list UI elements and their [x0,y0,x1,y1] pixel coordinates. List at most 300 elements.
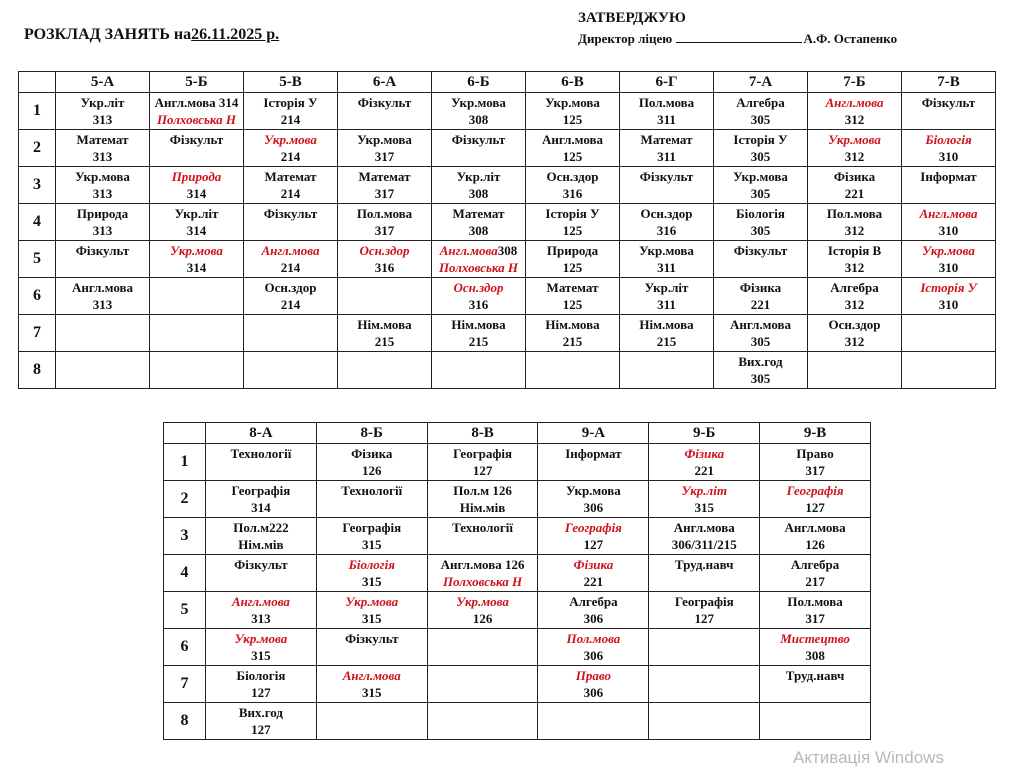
room-or-teacher: 215 [656,334,677,349]
room-or-teacher: 305 [750,112,771,127]
lesson-row [19,93,996,130]
approve-heading: ЗАТВЕРДЖУЮ [578,10,686,26]
lesson-cell [316,592,427,629]
lesson-cell [432,315,526,352]
lesson-row [164,592,871,629]
subject-name: Осн.здор [828,317,881,332]
lesson-cell [316,629,427,666]
cell-line [526,131,619,148]
cell-line [338,242,431,259]
cell-line [620,111,713,128]
subject-name: Фізика [833,169,876,184]
cell-line [714,205,807,222]
subject-name: Труд.навч [785,668,845,683]
lesson-row [19,167,996,204]
schedule-table-grades-8-9 [163,422,871,740]
subject-name: Географія [564,520,622,535]
cell-line [526,185,619,202]
subject-name: Фізкульт [639,169,694,184]
cell-line [206,499,316,516]
cell-line [206,445,316,462]
header-row [19,72,996,93]
lesson-number: 7 [19,315,56,352]
cell-line [902,259,995,276]
cell-line [808,279,901,296]
lesson-cell [56,241,150,278]
subject-name: Осн.здор [546,169,599,184]
room-or-teacher: 308 [805,648,825,663]
subject-name: Нім.мова [639,317,694,332]
lesson-cell [432,130,526,167]
lesson-cell [427,518,538,555]
lesson-cell [206,481,317,518]
room-or-teacher: 305 [750,334,771,349]
lesson-cell [526,315,620,352]
lesson-cell [902,241,996,278]
lesson-cell [206,703,317,740]
cell-line [432,242,525,259]
subject-name: Укр.мова [733,169,788,184]
subject-name: Укр.мова [264,132,317,147]
room-or-teacher: 314 [251,500,271,515]
subject-name: Вих.год [738,354,783,369]
room-or-teacher: 221 [694,463,714,478]
room-or-teacher: 221 [844,186,865,201]
lesson-cell [338,167,432,204]
lesson-cell [526,352,620,389]
cell-line [526,296,619,313]
room-or-teacher: 221 [750,297,771,312]
cell-line [760,573,870,590]
lesson-number: 5 [19,241,56,278]
cell-line [620,259,713,276]
cell-line [150,131,243,148]
cell-line [244,279,337,296]
cell-line [432,296,525,313]
lesson-cell [902,130,996,167]
subject-name: Географія [453,446,512,461]
subject-name: Історія В [827,243,882,258]
subject-name: Географія [786,483,844,498]
cell-line [538,684,648,701]
lesson-cell [244,130,338,167]
class-header: 6-Г [620,72,714,93]
subject-name: Пол.мова [566,631,621,646]
lesson-cell [526,130,620,167]
room-or-teacher: 215 [374,334,395,349]
director-line [578,31,897,47]
cell-line [808,94,901,111]
cell-line [649,499,759,516]
lesson-cell [538,703,649,740]
subject-name: Англ.мова [261,243,320,258]
room-or-teacher: 305 [750,149,771,164]
subject-name: Алгебра [569,594,618,609]
cell-line [808,333,901,350]
lesson-cell [56,352,150,389]
room-or-teacher: 312 [844,112,865,127]
cell-line [428,573,538,590]
lesson-number: 8 [19,352,56,389]
subject-name: Право [796,446,834,461]
room-or-teacher: 310 [938,149,959,164]
lesson-cell [427,555,538,592]
title-prefix: РОЗКЛАД ЗАНЯТЬ на [24,26,192,43]
lesson-cell [714,352,808,389]
room-or-teacher: 312 [844,260,865,275]
lesson-cell [808,167,902,204]
cell-line [620,333,713,350]
cell-line [620,131,713,148]
subject-name: Історія У [545,206,600,221]
lesson-cell [244,204,338,241]
room-or-teacher: 306/311/215 [671,537,737,552]
cell-line [428,482,538,499]
lesson-cell [808,352,902,389]
cell-line [808,205,901,222]
cell-line [649,482,759,499]
subject-name: Англ.мова [825,95,884,110]
cell-line [432,316,525,333]
room-or-teacher: 317 [374,149,395,164]
cell-line [620,148,713,165]
subject-name: Біологія [925,132,972,147]
room-number: 308 [497,243,518,258]
cell-line [432,333,525,350]
header-row [164,423,871,444]
room-or-teacher: 311 [657,112,676,127]
cell-line [649,462,759,479]
cell-line [150,222,243,239]
cell-line [808,185,901,202]
lesson-number: 1 [164,444,206,481]
cell-line [206,721,316,738]
subject-name: Нім.мова [357,317,412,332]
cell-line [244,148,337,165]
room-or-teacher: 314 [186,260,207,275]
subject-name: Природа [76,206,129,221]
approval-block [578,10,897,47]
subject-name: Географія [231,483,291,498]
lesson-cell [56,167,150,204]
cell-line [760,499,870,516]
class-header: 8-Б [316,423,427,444]
cell-line [428,593,538,610]
lesson-cell [538,666,649,703]
cell-line [432,279,525,296]
director-name: А.Ф. Остапенко [803,31,898,46]
room-or-teacher: 310 [938,260,959,275]
cell-line [338,205,431,222]
subject-name: Право [575,668,612,683]
cell-line [526,148,619,165]
subject-name: Вих.год [238,705,284,720]
cell-line [244,111,337,128]
room-or-teacher: 126 [472,611,493,626]
lesson-row [164,666,871,703]
cell-line [714,279,807,296]
cell-line [902,131,995,148]
lesson-number: 3 [19,167,56,204]
room-or-teacher: 306 [583,611,604,626]
subject-name: Осн.здор [640,206,693,221]
class-header: 7-А [714,72,808,93]
room-or-teacher: 127 [805,500,825,515]
corner-cell [164,423,206,444]
cell-line [620,242,713,259]
room-or-teacher: 312 [844,297,865,312]
subject-name: Мистецтво [780,631,850,646]
subject-name: Укр.літ [681,483,727,498]
room-or-teacher: Полховська Н [156,112,237,127]
cell-line [808,296,901,313]
room-or-teacher: 125 [562,260,583,275]
lesson-cell [808,93,902,130]
subject-name: Математ [640,132,693,147]
cell-line [338,131,431,148]
subject-name: Пол.мова [787,594,843,609]
room-or-teacher: 125 [562,112,583,127]
lesson-cell [427,481,538,518]
subject-name: Англ.мова [541,132,604,147]
lesson-cell [150,315,244,352]
lesson-cell [649,592,760,629]
lesson-row [19,278,996,315]
cell-line [338,94,431,111]
lesson-row [19,130,996,167]
cell-line [902,94,995,111]
lesson-number: 6 [164,629,206,666]
cell-line [317,462,427,479]
subject-name: Укр.мова [828,132,881,147]
cell-line [538,556,648,573]
lesson-cell [56,315,150,352]
cell-line [526,333,619,350]
subject-name: Англ.мова 314 [154,95,239,110]
room-or-teacher: 316 [562,186,583,201]
lesson-cell [206,592,317,629]
room-or-teacher: 126 [805,537,825,552]
cell-line [714,185,807,202]
subject-name: Історія У [263,95,318,110]
cell-line [150,205,243,222]
lesson-cell [538,444,649,481]
subject-name: Фізика [739,280,782,295]
lesson-row [164,481,871,518]
lesson-cell [649,518,760,555]
room-or-teacher: 317 [805,611,825,626]
room-or-teacher: 310 [938,223,959,238]
room-or-teacher: 314 [186,223,207,238]
subject-name: Укр.мова [170,243,223,258]
room-or-teacher: 316 [656,223,677,238]
lesson-cell [620,278,714,315]
room-or-teacher: 311 [657,297,676,312]
subject-name: Укр.літ [174,206,219,221]
room-or-teacher: 126 [361,463,382,478]
class-header: 5-Б [150,72,244,93]
lesson-cell [432,241,526,278]
lesson-cell [526,93,620,130]
cell-line [902,296,995,313]
cell-line [338,333,431,350]
subject-name: Фізкульт [169,132,224,147]
lesson-number: 4 [164,555,206,592]
lesson-row [19,204,996,241]
cell-line [620,94,713,111]
lesson-cell [244,278,338,315]
class-header: 6-В [526,72,620,93]
cell-line [56,131,149,148]
class-header: 6-Б [432,72,526,93]
subject-name: Фізика [351,446,393,461]
cell-line [808,131,901,148]
room-or-teacher: 214 [280,149,301,164]
lesson-cell [808,278,902,315]
cell-line [56,279,149,296]
room-or-teacher: Полховська Н [438,260,519,275]
room-or-teacher: 317 [374,186,395,201]
subject-name: Укр.літ [80,95,125,110]
subject-name: Природа [546,243,599,258]
room-or-teacher: 305 [750,223,771,238]
cell-line [317,556,427,573]
room-or-teacher: Нім.мів [459,500,506,515]
cell-line [760,647,870,664]
lesson-cell [649,444,760,481]
class-header: 9-А [538,423,649,444]
cell-line [206,610,316,627]
lesson-cell [338,130,432,167]
lesson-cell [714,241,808,278]
cell-line [244,185,337,202]
room-or-teacher: 308 [468,223,489,238]
lesson-cell [760,592,871,629]
lesson-number: 2 [164,481,206,518]
lesson-cell [538,518,649,555]
room-or-teacher: 316 [374,260,395,275]
class-header: 6-А [338,72,432,93]
room-or-teacher: 306 [583,648,604,663]
lesson-cell [427,666,538,703]
cell-line [538,499,648,516]
room-or-teacher: 308 [468,112,489,127]
cell-line [244,205,337,222]
subject-name: Труд.навч [674,557,734,572]
cell-line [760,630,870,647]
cell-line [760,667,870,684]
cell-line [317,536,427,553]
subject-name: Історія У [733,132,788,147]
cell-line [808,259,901,276]
cell-line [714,111,807,128]
class-header: 8-В [427,423,538,444]
lesson-cell [808,315,902,352]
room-or-teacher: 305 [750,186,771,201]
cell-line [714,148,807,165]
cell-line [56,185,149,202]
cell-line [714,370,807,387]
cell-line [714,353,807,370]
subject-name: Пол.м 126 [453,483,512,498]
lesson-number: 6 [19,278,56,315]
cell-line [56,205,149,222]
lesson-cell [620,204,714,241]
cell-line [526,94,619,111]
room-or-teacher: 305 [750,371,771,386]
cell-line [808,111,901,128]
windows-activation-watermark: Активація Windows [793,748,944,767]
cell-line [56,168,149,185]
class-header: 5-В [244,72,338,93]
room-or-teacher: 214 [280,186,301,201]
lesson-cell [244,241,338,278]
cell-line [902,279,995,296]
room-or-teacher: 127 [251,685,271,700]
room-or-teacher: 315 [361,574,382,589]
room-or-teacher: 215 [468,334,489,349]
class-header: 7-Б [808,72,902,93]
subject-name: Пол.мова [638,95,695,110]
room-or-teacher: 311 [657,149,676,164]
cell-line [902,205,995,222]
lesson-cell [150,241,244,278]
subject-name: Фізика [573,557,614,572]
lesson-cell [760,703,871,740]
lesson-cell [150,167,244,204]
cell-line [206,482,316,499]
lesson-number: 5 [164,592,206,629]
lesson-cell [338,315,432,352]
room-or-teacher: 315 [361,537,382,552]
subject-name: Англ.мова [71,280,134,295]
subject-name: Нім.мова [545,317,600,332]
lesson-cell [244,315,338,352]
cell-line [317,573,427,590]
subject-name: Географія [674,594,734,609]
lesson-cell [427,592,538,629]
lesson-cell [150,130,244,167]
lesson-cell [316,703,427,740]
subject-name: Математ [76,132,129,147]
cell-line [428,556,538,573]
lesson-row [19,352,996,389]
cell-line [649,536,759,553]
lesson-cell [760,629,871,666]
cell-line [428,519,538,536]
room-or-teacher: 308 [468,186,489,201]
cell-line [538,593,648,610]
subject-name: Укр.мова [922,243,975,258]
lesson-number: 8 [164,703,206,740]
cell-line [760,593,870,610]
cell-line [760,482,870,499]
room-or-teacher: 306 [583,500,604,515]
cell-line [317,445,427,462]
cell-line [808,168,901,185]
lesson-row [164,555,871,592]
subject-name: Укр.мова [545,95,600,110]
subject-name: Осн.здор [453,280,504,295]
lesson-cell [427,703,538,740]
cell-line [338,259,431,276]
subject-name: Біологія [348,557,395,572]
cell-line [714,316,807,333]
lesson-cell [432,204,526,241]
cell-line [244,259,337,276]
room-or-teacher: 312 [844,223,865,238]
lesson-cell [244,167,338,204]
